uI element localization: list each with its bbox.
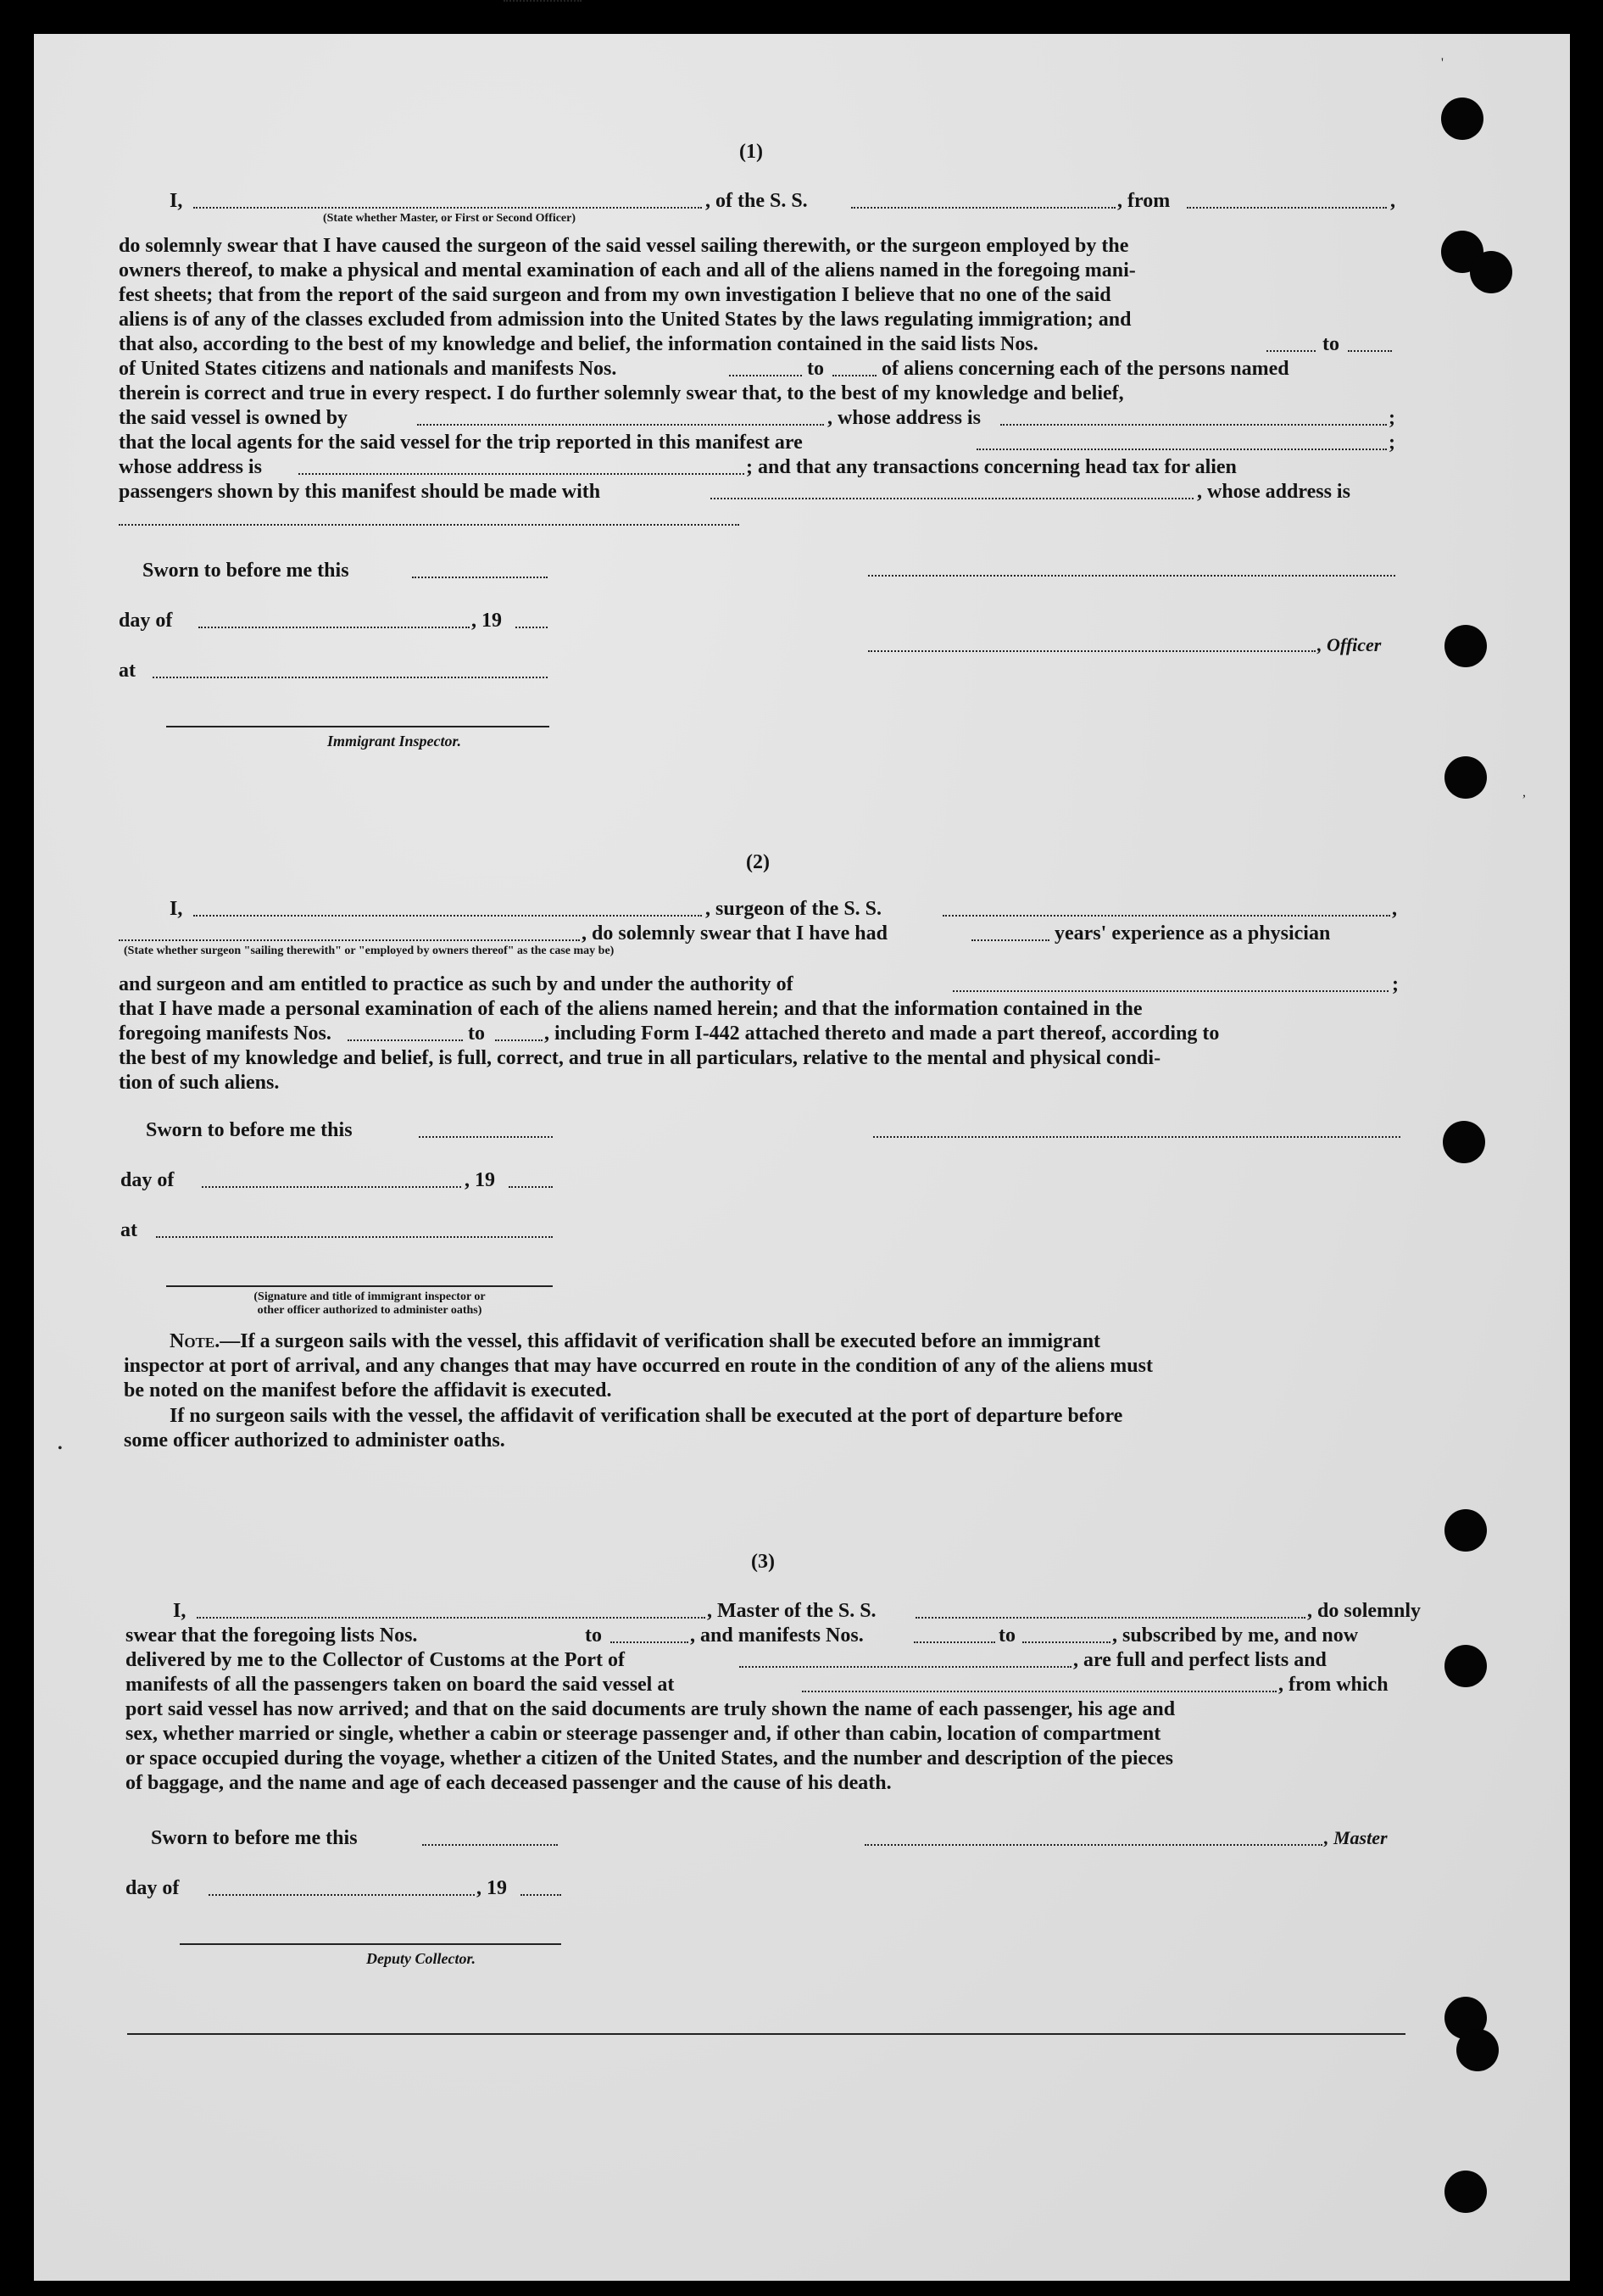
s1-p1: do solemnly swear that I have caused the surgeon of the said vessel sailing therewith, or the surgeon employed by the [119, 235, 1129, 257]
boarding-port-field[interactable] [802, 1691, 1277, 1692]
note-line-3: be noted on the manifest before the affidavit is executed. [124, 1379, 612, 1402]
s2-p3c: , including Form I-442 attached thereto and made a part thereof, according to [544, 1023, 1220, 1045]
s3-year-field[interactable] [520, 1894, 561, 1896]
from-port-field[interactable] [1187, 207, 1387, 209]
local-agents-field[interactable] [977, 449, 1387, 450]
s1-p6c: of aliens concerning each of the persons named [882, 358, 1289, 380]
section-1-number: (1) [739, 141, 763, 163]
s3-p4: port said vessel has now arrived; and that on the said documents are truly shown the name of each passenger, his age and [125, 1698, 1176, 1720]
s1-p10a: whose address is [119, 456, 262, 478]
lists-to-field[interactable] [1348, 350, 1392, 352]
s1-p5b: to [1322, 333, 1339, 355]
officer-rank-hint: (State whether Master, or First or Second Officer) [322, 212, 576, 225]
punch-hole [1444, 1645, 1487, 1687]
s3-p3a: manifests of all the passengers taken on board the said vessel at [125, 1674, 675, 1696]
s1-p5a: that also, according to the best of my knowledge and belief, the information contained in the said lists Nos. [119, 333, 1038, 355]
s3-p1c: , and manifests Nos. [690, 1624, 864, 1647]
s1-day-field[interactable] [198, 627, 470, 628]
s1-vessel-label: , of the S. S. [705, 190, 808, 212]
s3-master-label: , Master of the S. S. [707, 1600, 877, 1622]
authority-field[interactable] [953, 990, 1389, 992]
officer-rank-field[interactable] [193, 207, 702, 209]
s2-sig-hint-2: other officer authorized to administer oaths) [257, 1304, 482, 1317]
s2-at: at [120, 1219, 137, 1241]
s1-i: I, [170, 190, 183, 212]
s2-at-field[interactable] [156, 1236, 553, 1238]
s3-p7: of baggage, and the name and age of each deceased passenger and the cause of his death. [125, 1772, 892, 1794]
punch-hole [1456, 2029, 1499, 2071]
s2-vessel-field[interactable] [943, 915, 1390, 917]
s3-day-field[interactable] [209, 1894, 475, 1896]
surgeon-status-field[interactable] [119, 939, 580, 941]
s3-day-of: day of [125, 1877, 180, 1899]
manifests-to-field[interactable] [832, 375, 877, 376]
s3-p1d: to [999, 1624, 1016, 1647]
s2-manifests-to-field[interactable] [495, 1039, 543, 1041]
s3-p3b: , from which [1278, 1674, 1389, 1696]
s2-i: I, [170, 898, 183, 920]
head-tax-party-field[interactable] [710, 498, 1194, 499]
surgeon-status-hint: (State whether surgeon "sailing therewith" or "employed by owners thereof" as the case may be) [124, 945, 615, 957]
s1-comma: , [1390, 190, 1395, 212]
s2-surgeon-signature-field[interactable] [873, 1136, 1400, 1138]
vessel-name-field[interactable] [851, 207, 1116, 209]
s2-inspector-signature-line[interactable] [166, 1285, 553, 1287]
s2-day-of: day of [120, 1169, 175, 1191]
master-signature-field[interactable] [865, 1844, 1322, 1846]
s1-p8a: the said vessel is owned by [119, 407, 348, 429]
s2-sig-hint-1: (Signature and title of immigrant inspector or [253, 1290, 486, 1303]
s1-p7: therein is correct and true in every respect. I do further solemnly swear that, to the best of my knowledge and belief, [119, 382, 1124, 404]
s1-p8b: , whose address is [827, 407, 981, 429]
years-experience-field[interactable] [971, 939, 1049, 941]
s3-manifests-from-field[interactable] [914, 1641, 995, 1643]
s2-surgeon-label: , surgeon of the S. S. [705, 898, 882, 920]
s1-p8c: ; [1389, 407, 1395, 429]
scan-speck: ' [1441, 56, 1444, 70]
note-line-5: some officer authorized to administer oaths. [124, 1429, 505, 1452]
s1-p11b: , whose address is [1197, 481, 1350, 503]
bottom-rule [127, 2033, 1405, 2035]
s2-day-field[interactable] [202, 1186, 461, 1188]
s1-sworn: Sworn to before me this [142, 560, 349, 582]
agents-address-field[interactable] [298, 473, 744, 475]
note-text-1: —If a surgeon sails with the vessel, this affidavit of verification shall be executed before an immigrant [220, 1330, 1101, 1352]
s2-p1a: and surgeon and am entitled to practice as such by and under the authority of [119, 973, 793, 995]
s1-p11a: passengers shown by this manifest should be made with [119, 481, 601, 503]
punch-hole [1441, 98, 1483, 140]
owner-address-field[interactable] [1000, 424, 1387, 426]
scan-speck: , [1522, 785, 1526, 800]
s3-year: , 19 [476, 1877, 507, 1899]
master-name-field[interactable] [197, 1617, 705, 1619]
s2-sworn-date-field[interactable] [419, 1136, 553, 1138]
s3-p1e: , subscribed by me, and now [1112, 1624, 1359, 1647]
s1-p10b: ; and that any transactions concerning head tax for alien [746, 456, 1237, 478]
s1-at-field[interactable] [153, 677, 548, 678]
s1-year-field[interactable] [515, 627, 548, 628]
officer-signature-field[interactable] [868, 575, 1395, 577]
inspector-signature-line[interactable] [166, 726, 549, 727]
s3-p5: sex, whether married or single, whether a cabin or steerage passenger and, if other than cabin, location of compartment [125, 1723, 1161, 1745]
immigrant-inspector-label: Immigrant Inspector. [327, 733, 462, 750]
deputy-collector-signature-line[interactable] [180, 1943, 561, 1945]
surgeon-name-field[interactable] [193, 915, 702, 917]
s3-manifests-to-field[interactable] [1022, 1641, 1110, 1643]
s1-sworn-date-field[interactable] [412, 577, 548, 578]
s2-end: , [1392, 898, 1397, 920]
s2-sworn: Sworn to before me this [146, 1119, 353, 1141]
s1-p6a: of United States citizens and nationals and manifests Nos. [119, 358, 617, 380]
lists-from-field[interactable] [1266, 350, 1316, 352]
s1-p3: fest sheets; that from the report of the said surgeon and from my own investigation I believe that no one of the said [119, 284, 1111, 306]
punch-hole [1444, 625, 1487, 667]
s2-p2: that I have made a personal examination of each of the aliens named herein; and that the information contained in the [119, 998, 1143, 1020]
s3-i: I, [173, 1600, 186, 1622]
port-field[interactable] [739, 1666, 1071, 1668]
manifests-from-field[interactable] [729, 375, 802, 376]
head-tax-address-field[interactable] [119, 524, 739, 526]
officer-label: , Officer [1317, 634, 1382, 655]
s3-p1b: to [585, 1624, 602, 1647]
s2-manifests-from-field[interactable] [348, 1039, 463, 1041]
officer-title-field[interactable] [868, 650, 1316, 652]
owner-field[interactable] [417, 424, 824, 426]
s2-year-field[interactable] [509, 1186, 553, 1188]
punch-hole [1444, 1509, 1487, 1552]
s2-p3a: foregoing manifests Nos. [119, 1023, 331, 1045]
s1-p2: owners thereof, to make a physical and mental examination of each and all of the aliens named in the foregoing mani- [119, 259, 1136, 281]
s3-p1a: swear that the foregoing lists Nos. [125, 1624, 418, 1647]
s1-p6b: to [807, 358, 824, 380]
punch-hole [1470, 251, 1512, 293]
s3-lists-from-field[interactable] [504, 0, 582, 2]
s3-p6: or space occupied during the voyage, whether a citizen of the United States, and the number and description of the pieces [125, 1747, 1173, 1769]
s1-from-label: , from [1117, 190, 1171, 212]
section-2-number: (2) [746, 851, 770, 873]
s2-p4: the best of my knowledge and belief, is full, correct, and true in all particulars, relative to the mental and physical condi- [119, 1047, 1161, 1069]
punch-hole [1444, 2171, 1487, 2213]
note-label: Note. [170, 1330, 220, 1352]
scan-speck: • [58, 1441, 63, 1456]
master-label: , Master [1324, 1827, 1388, 1848]
s1-p9b: ; [1389, 432, 1395, 454]
note-line-4: If no surgeon sails with the vessel, the affidavit of verification shall be executed at the port of departure before [170, 1405, 1123, 1427]
s3-lists-to-field[interactable] [610, 1641, 688, 1643]
s3-p2b: , are full and perfect lists and [1073, 1649, 1327, 1671]
note-line-1 [170, 1331, 1100, 1351]
s3-p2a: delivered by me to the Collector of Customs at the Port of [125, 1649, 625, 1671]
section-3-number: (3) [751, 1551, 775, 1573]
s1-year: , 19 [471, 610, 502, 632]
s1-p4: aliens is of any of the classes excluded from admission into the United States by the laws regulating immigration; and [119, 309, 1132, 331]
s2-swear: , do solemnly swear that I have had [582, 922, 888, 945]
s1-day-of: day of [119, 610, 173, 632]
s2-years: years' experience as a physician [1055, 922, 1331, 945]
s2-p5: tion of such aliens. [119, 1072, 280, 1094]
s2-year: , 19 [465, 1169, 495, 1191]
s1-at: at [119, 660, 136, 682]
s3-sworn-date-field[interactable] [422, 1844, 558, 1846]
s2-p3b: to [468, 1023, 485, 1045]
s3-solemnly: , do solemnly [1307, 1600, 1422, 1622]
s3-sworn: Sworn to before me this [151, 1827, 358, 1849]
s3-vessel-field[interactable] [916, 1617, 1305, 1619]
note-line-2: inspector at port of arrival, and any changes that may have occurred en route in the condition of any of the aliens must [124, 1355, 1153, 1377]
s1-p9a: that the local agents for the said vessel for the trip reported in this manifest are [119, 432, 803, 454]
punch-hole [1443, 1121, 1485, 1163]
punch-hole [1444, 756, 1487, 799]
deputy-collector-label: Deputy Collector. [366, 1950, 476, 1967]
s2-p1b: ; [1392, 973, 1399, 995]
